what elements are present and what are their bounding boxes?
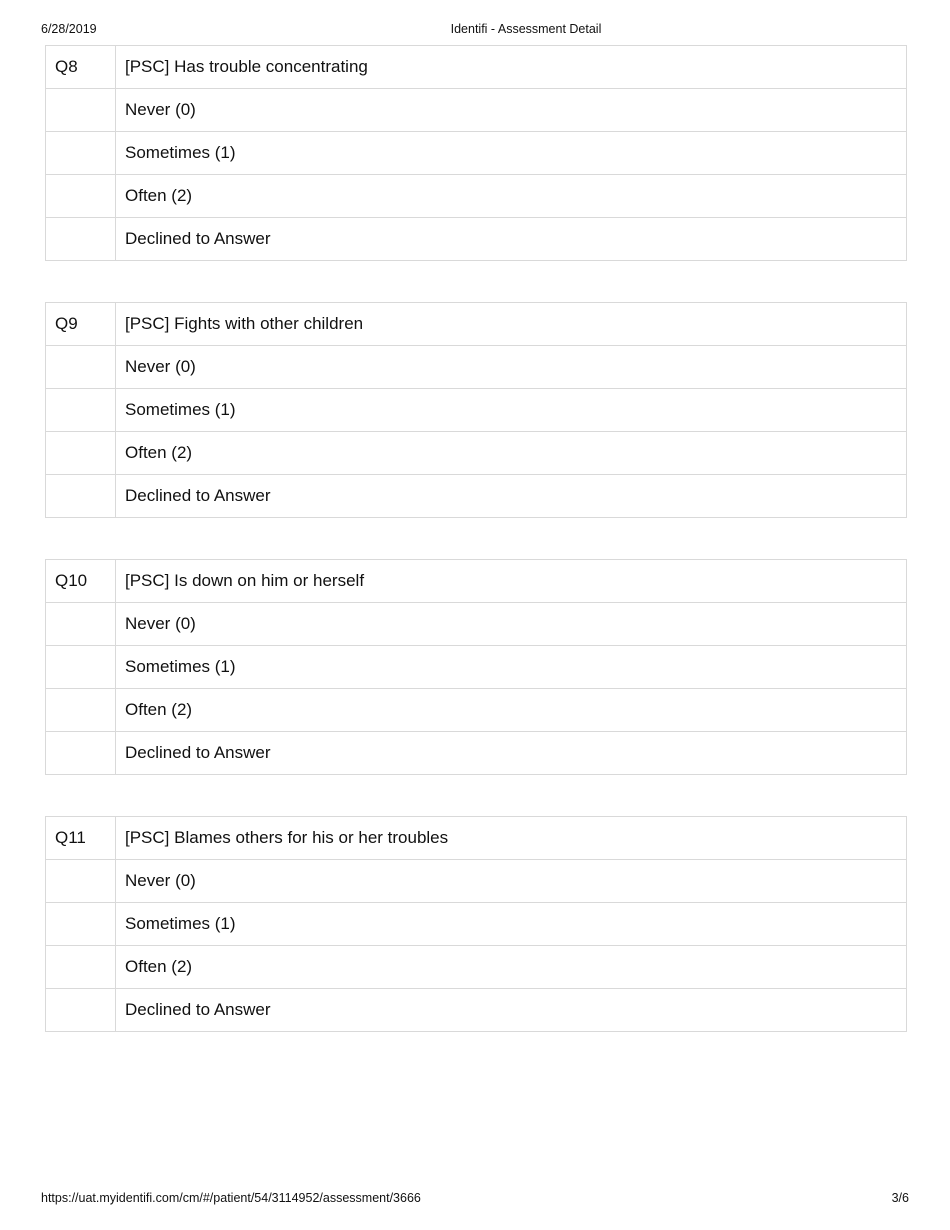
answer-option: Never (0) [116, 603, 907, 646]
answer-option-row [46, 989, 907, 1032]
answer-option: Sometimes (1) [116, 646, 907, 689]
page-header-date: 6/28/2019 [41, 22, 97, 36]
answer-option-row [46, 89, 907, 132]
question-text: [PSC] Fights with other children [116, 303, 907, 346]
answer-option: Never (0) [116, 860, 907, 903]
answer-marker-cell [46, 860, 116, 903]
page-header-title: Identifi - Assessment Detail [450, 22, 602, 36]
answer-option: Never (0) [116, 346, 907, 389]
answer-marker-cell [46, 903, 116, 946]
answer-option: Declined to Answer [116, 989, 907, 1032]
answer-option: Declined to Answer [116, 475, 907, 518]
answer-marker-cell [46, 218, 116, 261]
answer-option: Never (0) [116, 89, 907, 132]
answer-option-row [46, 132, 907, 175]
question-text: [PSC] Blames others for his or her troubles [116, 817, 907, 860]
question-row [46, 303, 907, 346]
answer-marker-cell [46, 689, 116, 732]
answer-option-row [46, 860, 907, 903]
answer-option-row [46, 389, 907, 432]
answer-marker-cell [46, 475, 116, 518]
answer-option: Often (2) [116, 432, 907, 475]
answer-option: Often (2) [116, 689, 907, 732]
answer-marker-cell [46, 346, 116, 389]
question-text: [PSC] Has trouble concentrating [116, 46, 907, 89]
answer-marker-cell [46, 389, 116, 432]
answer-marker-cell [46, 732, 116, 775]
question-number: Q10 [46, 560, 116, 603]
answer-marker-cell [46, 132, 116, 175]
question-number: Q8 [46, 46, 116, 89]
question-row [46, 560, 907, 603]
answer-marker-cell [46, 646, 116, 689]
question-table-q10 [45, 559, 907, 775]
answer-option: Declined to Answer [116, 218, 907, 261]
answer-option: Sometimes (1) [116, 389, 907, 432]
answer-option-row [46, 475, 907, 518]
question-text: [PSC] Is down on him or herself [116, 560, 907, 603]
answer-option: Often (2) [116, 946, 907, 989]
answer-option: Sometimes (1) [116, 903, 907, 946]
answer-marker-cell [46, 175, 116, 218]
answer-option-row [46, 603, 907, 646]
question-number: Q11 [46, 817, 116, 860]
question-row [46, 46, 907, 89]
answer-option-row [46, 732, 907, 775]
page-footer-page-number: 3/6 [891, 1191, 909, 1205]
question-table-q11 [45, 816, 907, 1032]
answer-option-row [46, 432, 907, 475]
answer-marker-cell [46, 989, 116, 1032]
answer-option-row [46, 689, 907, 732]
answer-option-row [46, 175, 907, 218]
answer-option: Sometimes (1) [116, 132, 907, 175]
answer-option-row [46, 946, 907, 989]
answer-option-row [46, 646, 907, 689]
question-number: Q9 [46, 303, 116, 346]
answer-marker-cell [46, 603, 116, 646]
answer-marker-cell [46, 89, 116, 132]
answer-option-row [46, 903, 907, 946]
answer-option: Often (2) [116, 175, 907, 218]
question-table-q9 [45, 302, 907, 518]
page-footer-url[interactable]: https://uat.myidentifi.com/cm/#/patient/54/3114952/assessment/3666 [41, 1191, 421, 1205]
answer-option-row [46, 218, 907, 261]
question-row [46, 817, 907, 860]
answer-marker-cell [46, 946, 116, 989]
question-table-q8 [45, 45, 907, 261]
answer-option: Declined to Answer [116, 732, 907, 775]
answer-option-row [46, 346, 907, 389]
answer-marker-cell [46, 432, 116, 475]
